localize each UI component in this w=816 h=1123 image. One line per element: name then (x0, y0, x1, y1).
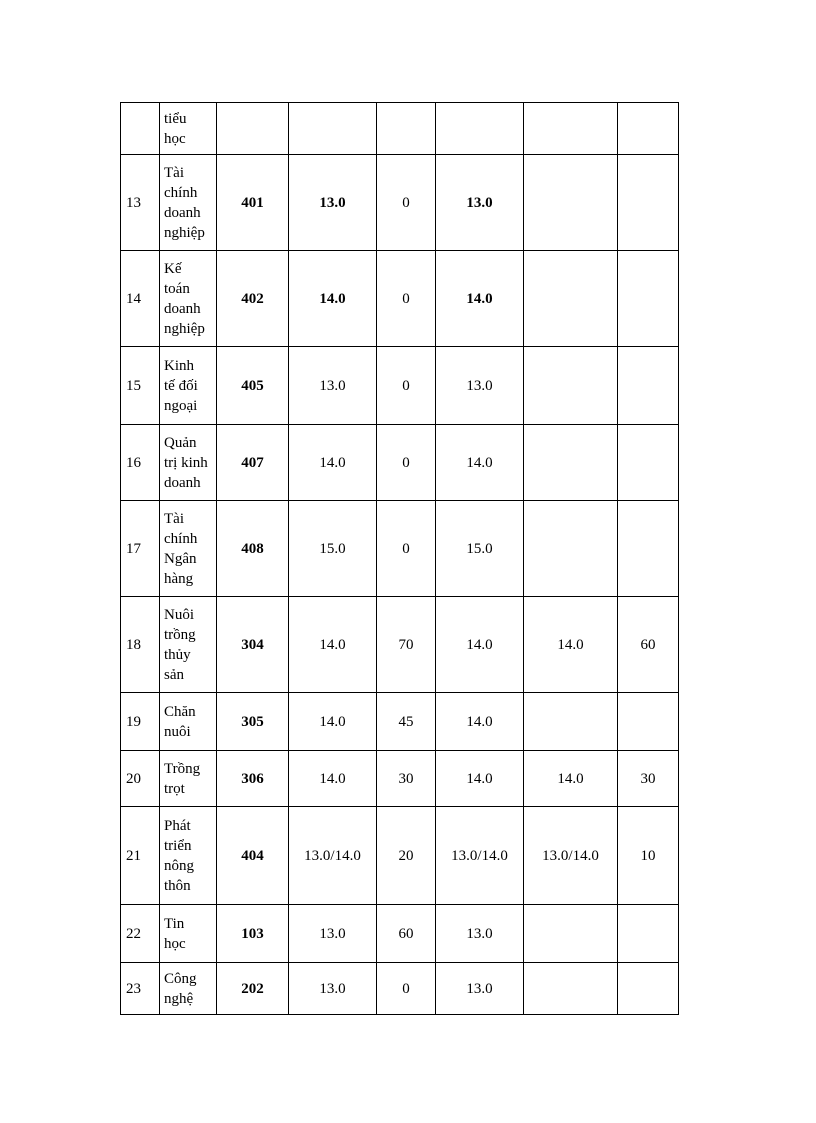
cell-major-code: 304 (217, 597, 289, 693)
cell-score-2 (436, 103, 524, 155)
cell-major-code: 405 (217, 347, 289, 425)
cell-score-2: 14.0 (436, 597, 524, 693)
table-row (121, 251, 679, 347)
cell-score-2: 14.0 (436, 251, 524, 347)
cell-score-3 (524, 251, 618, 347)
cell-quota-3 (618, 155, 679, 251)
cell-major-code: 404 (217, 807, 289, 905)
cell-major-name: Tài chính doanh nghiệp (160, 155, 217, 251)
cell-quota-3: 10 (618, 807, 679, 905)
cell-stt: 22 (121, 905, 160, 963)
cell-major-name: Chăn nuôi (160, 693, 217, 751)
cell-score-2: 14.0 (436, 425, 524, 501)
cell-quota-3: 60 (618, 597, 679, 693)
cell-major-name: Tin học (160, 905, 217, 963)
cell-major-name: Phát triển nông thôn (160, 807, 217, 905)
cell-quota-1: 70 (377, 597, 436, 693)
cell-stt: 15 (121, 347, 160, 425)
cell-score-1: 14.0 (289, 693, 377, 751)
cell-major-code: 103 (217, 905, 289, 963)
cell-quota-1: 0 (377, 155, 436, 251)
cell-score-3 (524, 425, 618, 501)
cell-score-1: 13.0 (289, 155, 377, 251)
cell-quota-1: 0 (377, 251, 436, 347)
cell-quota-3 (618, 501, 679, 597)
cell-quota-1 (377, 103, 436, 155)
cell-major-code: 402 (217, 251, 289, 347)
cell-score-3 (524, 905, 618, 963)
cell-quota-3 (618, 347, 679, 425)
admission-score-table (120, 102, 679, 1015)
cell-score-3 (524, 347, 618, 425)
cell-quota-1: 20 (377, 807, 436, 905)
cell-stt: 13 (121, 155, 160, 251)
cell-major-code: 407 (217, 425, 289, 501)
cell-score-1: 13.0 (289, 347, 377, 425)
cell-score-3 (524, 501, 618, 597)
cell-stt: 14 (121, 251, 160, 347)
cell-quota-3 (618, 963, 679, 1015)
table-row (121, 693, 679, 751)
cell-score-1: 14.0 (289, 597, 377, 693)
cell-stt: 20 (121, 751, 160, 807)
cell-stt: 23 (121, 963, 160, 1015)
table-row (121, 425, 679, 501)
cell-score-1: 13.0 (289, 905, 377, 963)
cell-score-1: 14.0 (289, 251, 377, 347)
cell-score-1: 13.0/14.0 (289, 807, 377, 905)
cell-score-3: 13.0/14.0 (524, 807, 618, 905)
cell-score-3 (524, 963, 618, 1015)
cell-score-2: 13.0 (436, 963, 524, 1015)
cell-score-3 (524, 693, 618, 751)
cell-quota-3 (618, 103, 679, 155)
cell-score-2: 13.0 (436, 905, 524, 963)
cell-score-1: 14.0 (289, 751, 377, 807)
cell-major-code: 306 (217, 751, 289, 807)
cell-major-name: Kinh tế đối ngoại (160, 347, 217, 425)
cell-stt: 21 (121, 807, 160, 905)
cell-quota-1: 0 (377, 347, 436, 425)
cell-quota-3 (618, 693, 679, 751)
cell-quota-3 (618, 905, 679, 963)
cell-score-3: 14.0 (524, 597, 618, 693)
cell-quota-1: 60 (377, 905, 436, 963)
cell-stt: 16 (121, 425, 160, 501)
cell-quota-1: 45 (377, 693, 436, 751)
cell-score-1: 13.0 (289, 963, 377, 1015)
cell-major-name: Kế toán doanh nghiệp (160, 251, 217, 347)
cell-major-name: Tài chính Ngân hàng (160, 501, 217, 597)
cell-stt (121, 103, 160, 155)
cell-score-2: 13.0/14.0 (436, 807, 524, 905)
cell-quota-3: 30 (618, 751, 679, 807)
cell-score-2: 14.0 (436, 751, 524, 807)
table-row (121, 103, 679, 155)
cell-quota-1: 0 (377, 425, 436, 501)
cell-score-2: 13.0 (436, 155, 524, 251)
cell-score-2: 13.0 (436, 347, 524, 425)
cell-score-2: 14.0 (436, 693, 524, 751)
cell-major-name: Quản trị kinh doanh (160, 425, 217, 501)
table-row (121, 347, 679, 425)
cell-major-name: Công nghệ (160, 963, 217, 1015)
cell-score-3: 14.0 (524, 751, 618, 807)
table-row (121, 597, 679, 693)
cell-quota-3 (618, 251, 679, 347)
table-row (121, 807, 679, 905)
cell-quota-1: 30 (377, 751, 436, 807)
cell-major-name: Nuôi trồng thủy sản (160, 597, 217, 693)
cell-major-name: Trồng trọt (160, 751, 217, 807)
cell-major-code: 305 (217, 693, 289, 751)
table-row (121, 963, 679, 1015)
cell-major-code (217, 103, 289, 155)
cell-stt: 19 (121, 693, 160, 751)
table-row (121, 501, 679, 597)
cell-score-1 (289, 103, 377, 155)
table-row (121, 905, 679, 963)
cell-score-2: 15.0 (436, 501, 524, 597)
table-body (121, 103, 679, 1015)
cell-quota-3 (618, 425, 679, 501)
cell-major-code: 401 (217, 155, 289, 251)
cell-quota-1: 0 (377, 501, 436, 597)
cell-score-1: 14.0 (289, 425, 377, 501)
cell-score-3 (524, 155, 618, 251)
table-row (121, 751, 679, 807)
cell-stt: 18 (121, 597, 160, 693)
cell-major-name: tiểu học (160, 103, 217, 155)
cell-score-1: 15.0 (289, 501, 377, 597)
cell-major-code: 202 (217, 963, 289, 1015)
cell-score-3 (524, 103, 618, 155)
cell-major-code: 408 (217, 501, 289, 597)
table-row (121, 155, 679, 251)
cell-stt: 17 (121, 501, 160, 597)
cell-quota-1: 0 (377, 963, 436, 1015)
